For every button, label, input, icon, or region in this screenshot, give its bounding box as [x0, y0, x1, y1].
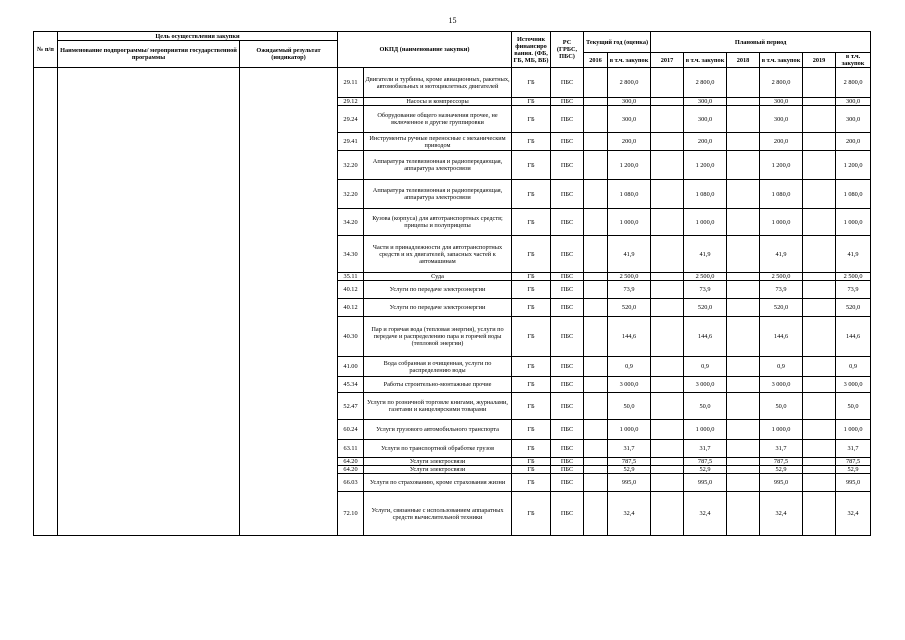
- value-2018-cell: [727, 393, 760, 420]
- table-body: [34, 68, 871, 536]
- value-2016-cell: [584, 492, 608, 536]
- value-2017-cell: [651, 98, 684, 106]
- value-2019-cell: [803, 106, 836, 133]
- funding-source-cell: ГБ: [512, 466, 551, 474]
- purchases-2018-cell: 52,9: [760, 466, 803, 474]
- purchases-2017-cell: 1 080,0: [684, 180, 727, 209]
- okpd-name-cell: Услуги по розничной торговле книгами, журналами, газетами и канцелярскими товарами: [364, 393, 512, 420]
- okpd-name-cell: Услуги по передаче электроэнергии: [364, 299, 512, 317]
- purchases-2019-cell: 300,0: [836, 106, 871, 133]
- rs-cell: ПБС: [551, 474, 584, 492]
- okpd-name-cell: Насосы и компрессоры: [364, 98, 512, 106]
- header-incl-2016: в т.ч. закупок: [608, 53, 651, 68]
- purchases-2017-cell: 144,6: [684, 317, 727, 357]
- table-header: [34, 32, 871, 68]
- value-2019-cell: [803, 209, 836, 236]
- purchases-2017-cell: 300,0: [684, 106, 727, 133]
- purchases-2019-cell: 3 000,0: [836, 377, 871, 393]
- purchases-2016-cell: 300,0: [608, 106, 651, 133]
- value-2018-cell: [727, 458, 760, 466]
- okpd-code-cell: 63.11: [338, 440, 364, 458]
- value-2018-cell: [727, 133, 760, 151]
- purchases-2016-cell: 200,0: [608, 133, 651, 151]
- rs-cell: ПБС: [551, 133, 584, 151]
- value-2016-cell: [584, 420, 608, 440]
- okpd-code-cell: 64.20: [338, 458, 364, 466]
- okpd-code-cell: 32.20: [338, 180, 364, 209]
- funding-source-cell: ГБ: [512, 357, 551, 377]
- purchases-2018-cell: 2 500,0: [760, 273, 803, 281]
- purchases-2018-cell: 73,9: [760, 281, 803, 299]
- rs-cell: ПБС: [551, 420, 584, 440]
- value-2016-cell: [584, 281, 608, 299]
- value-2017-cell: [651, 68, 684, 98]
- value-2017-cell: [651, 151, 684, 180]
- value-2017-cell: [651, 357, 684, 377]
- rs-cell: ПБС: [551, 317, 584, 357]
- header-year-2018: 2018: [727, 53, 760, 68]
- funding-source-cell: ГБ: [512, 474, 551, 492]
- value-2016-cell: [584, 133, 608, 151]
- value-2017-cell: [651, 393, 684, 420]
- value-2016-cell: [584, 393, 608, 420]
- okpd-code-cell: 41.00: [338, 357, 364, 377]
- purchases-2019-cell: 520,0: [836, 299, 871, 317]
- value-2019-cell: [803, 393, 836, 420]
- purchases-2018-cell: 520,0: [760, 299, 803, 317]
- value-2017-cell: [651, 474, 684, 492]
- purchases-2018-cell: 300,0: [760, 106, 803, 133]
- funding-source-cell: ГБ: [512, 420, 551, 440]
- value-2016-cell: [584, 236, 608, 273]
- value-2019-cell: [803, 98, 836, 106]
- purchases-2019-cell: 995,0: [836, 474, 871, 492]
- purchases-2019-cell: 144,6: [836, 317, 871, 357]
- value-2018-cell: [727, 474, 760, 492]
- value-2019-cell: [803, 133, 836, 151]
- value-2019-cell: [803, 317, 836, 357]
- purchases-2018-cell: 1 080,0: [760, 180, 803, 209]
- purchases-2018-cell: 32,4: [760, 492, 803, 536]
- okpd-name-cell: Работы строительно-монтажные прочие: [364, 377, 512, 393]
- purchases-2016-cell: 41,9: [608, 236, 651, 273]
- okpd-name-cell: Услуги электросвязи: [364, 466, 512, 474]
- funding-source-cell: ГБ: [512, 236, 551, 273]
- funding-source-cell: ГБ: [512, 209, 551, 236]
- okpd-code-cell: 45.34: [338, 377, 364, 393]
- value-2016-cell: [584, 273, 608, 281]
- funding-source-cell: ГБ: [512, 106, 551, 133]
- header-rs: РС (ГРБС, ПБС): [551, 32, 584, 68]
- rs-cell: ПБС: [551, 98, 584, 106]
- value-2019-cell: [803, 377, 836, 393]
- okpd-code-cell: 66.03: [338, 474, 364, 492]
- value-2016-cell: [584, 209, 608, 236]
- okpd-name-cell: Инструменты ручные переносные с механическим приводом: [364, 133, 512, 151]
- value-2019-cell: [803, 492, 836, 536]
- value-2017-cell: [651, 180, 684, 209]
- purchases-2018-cell: 41,9: [760, 236, 803, 273]
- purchases-2017-cell: 2 500,0: [684, 273, 727, 281]
- value-2019-cell: [803, 180, 836, 209]
- funding-source-cell: ГБ: [512, 133, 551, 151]
- value-2018-cell: [727, 440, 760, 458]
- purchases-2016-cell: 52,9: [608, 466, 651, 474]
- okpd-name-cell: Суда: [364, 273, 512, 281]
- purchases-2018-cell: 0,9: [760, 357, 803, 377]
- funding-source-cell: ГБ: [512, 492, 551, 536]
- rs-cell: ПБС: [551, 466, 584, 474]
- rs-cell: ПБС: [551, 299, 584, 317]
- value-2016-cell: [584, 474, 608, 492]
- value-2019-cell: [803, 273, 836, 281]
- purchases-2017-cell: 787,5: [684, 458, 727, 466]
- value-2017-cell: [651, 420, 684, 440]
- purchases-2019-cell: 1 200,0: [836, 151, 871, 180]
- funding-source-cell: ГБ: [512, 393, 551, 420]
- purchases-2016-cell: 3 000,0: [608, 377, 651, 393]
- purchases-2019-cell: 73,9: [836, 281, 871, 299]
- value-2019-cell: [803, 466, 836, 474]
- value-2019-cell: [803, 68, 836, 98]
- rs-cell: ПБС: [551, 236, 584, 273]
- purchases-2017-cell: 200,0: [684, 133, 727, 151]
- okpd-name-cell: Услуги электросвязи: [364, 458, 512, 466]
- purchases-2018-cell: 787,5: [760, 458, 803, 466]
- rs-cell: ПБС: [551, 458, 584, 466]
- purchases-2016-cell: 995,0: [608, 474, 651, 492]
- purchases-2018-cell: 200,0: [760, 133, 803, 151]
- purchases-2016-cell: 0,9: [608, 357, 651, 377]
- purchases-2016-cell: 73,9: [608, 281, 651, 299]
- funding-source-cell: ГБ: [512, 98, 551, 106]
- table-row: [34, 68, 871, 98]
- value-2017-cell: [651, 299, 684, 317]
- header-okpd: ОКПД (наименование закупки): [338, 32, 512, 68]
- purchases-2019-cell: 1 000,0: [836, 420, 871, 440]
- okpd-name-cell: Услуги по страхованию, кроме страхования жизни: [364, 474, 512, 492]
- funding-source-cell: ГБ: [512, 458, 551, 466]
- rs-cell: ПБС: [551, 281, 584, 299]
- okpd-code-cell: 34.30: [338, 236, 364, 273]
- header-current-year: Текущий год (оценка): [584, 32, 651, 53]
- header-incl-2018: в т.ч. закупок: [760, 53, 803, 68]
- header-program-name: Наименование подпрограммы/ мероприятия государственной программы: [58, 41, 240, 68]
- okpd-code-cell: 40.30: [338, 317, 364, 357]
- okpd-code-cell: 40.12: [338, 281, 364, 299]
- okpd-name-cell: Вода собранная и очищенная, услуги по распределению воды: [364, 357, 512, 377]
- value-2018-cell: [727, 180, 760, 209]
- value-2016-cell: [584, 357, 608, 377]
- value-2016-cell: [584, 106, 608, 133]
- value-2017-cell: [651, 440, 684, 458]
- header-incl-2017: в т.ч. закупок: [684, 53, 727, 68]
- purchases-2019-cell: 52,9: [836, 466, 871, 474]
- purchases-2016-cell: 31,7: [608, 440, 651, 458]
- rs-cell: ПБС: [551, 357, 584, 377]
- purchases-2019-cell: 1 080,0: [836, 180, 871, 209]
- okpd-name-cell: Кузова (корпуса) для автотранспортных средств; прицепы и полуприцепы: [364, 209, 512, 236]
- value-2017-cell: [651, 133, 684, 151]
- purchases-2016-cell: 2 800,0: [608, 68, 651, 98]
- purchases-2016-cell: 520,0: [608, 299, 651, 317]
- purchases-2017-cell: 1 000,0: [684, 209, 727, 236]
- header-year-2019: 2019: [803, 53, 836, 68]
- purchases-2016-cell: 32,4: [608, 492, 651, 536]
- purchases-2017-cell: 2 800,0: [684, 68, 727, 98]
- purchases-2017-cell: 3 000,0: [684, 377, 727, 393]
- value-2016-cell: [584, 98, 608, 106]
- value-2016-cell: [584, 317, 608, 357]
- okpd-name-cell: Услуги по передаче электроэнергии: [364, 281, 512, 299]
- purchases-2018-cell: 1 000,0: [760, 209, 803, 236]
- value-2017-cell: [651, 466, 684, 474]
- purchases-2018-cell: 3 000,0: [760, 377, 803, 393]
- okpd-name-cell: Части и принадлежности для автотранспортных средств и их двигателей, запасных частей к автомашинам: [364, 236, 512, 273]
- purchases-2017-cell: 1 200,0: [684, 151, 727, 180]
- okpd-code-cell: 29.24: [338, 106, 364, 133]
- purchases-2016-cell: 1 200,0: [608, 151, 651, 180]
- purchases-2018-cell: 995,0: [760, 474, 803, 492]
- blank-program-cell: [58, 68, 240, 536]
- purchases-2016-cell: 787,5: [608, 458, 651, 466]
- purchases-2017-cell: 31,7: [684, 440, 727, 458]
- value-2018-cell: [727, 492, 760, 536]
- purchases-2019-cell: 32,4: [836, 492, 871, 536]
- value-2018-cell: [727, 420, 760, 440]
- value-2018-cell: [727, 317, 760, 357]
- purchases-2019-cell: 41,9: [836, 236, 871, 273]
- okpd-name-cell: Аппаратура телевизионная и радиопередающая, аппаратура электросвязи: [364, 180, 512, 209]
- purchases-2016-cell: 2 500,0: [608, 273, 651, 281]
- value-2016-cell: [584, 458, 608, 466]
- value-2019-cell: [803, 357, 836, 377]
- okpd-code-cell: 32.20: [338, 151, 364, 180]
- value-2018-cell: [727, 299, 760, 317]
- funding-source-cell: ГБ: [512, 180, 551, 209]
- value-2018-cell: [727, 357, 760, 377]
- value-2017-cell: [651, 236, 684, 273]
- funding-source-cell: ГБ: [512, 281, 551, 299]
- value-2017-cell: [651, 458, 684, 466]
- value-2018-cell: [727, 273, 760, 281]
- purchases-2018-cell: 31,7: [760, 440, 803, 458]
- value-2016-cell: [584, 151, 608, 180]
- purchases-2017-cell: 0,9: [684, 357, 727, 377]
- rs-cell: ПБС: [551, 377, 584, 393]
- okpd-name-cell: Услуги грузового автомобильного транспорта: [364, 420, 512, 440]
- page-number: 15: [448, 16, 457, 25]
- value-2017-cell: [651, 281, 684, 299]
- okpd-code-cell: 29.41: [338, 133, 364, 151]
- value-2018-cell: [727, 68, 760, 98]
- header-funding-source: Источник финансиро вания. (ФБ, ГБ, МБ, ВБ): [512, 32, 551, 68]
- okpd-name-cell: Аппаратура телевизионная и радиопередающая, аппаратура электросвязи: [364, 151, 512, 180]
- purchases-2016-cell: 1 080,0: [608, 180, 651, 209]
- purchases-2017-cell: 995,0: [684, 474, 727, 492]
- value-2017-cell: [651, 106, 684, 133]
- rs-cell: ПБС: [551, 180, 584, 209]
- purchases-2018-cell: 1 000,0: [760, 420, 803, 440]
- rs-cell: ПБС: [551, 68, 584, 98]
- purchases-2017-cell: 73,9: [684, 281, 727, 299]
- value-2018-cell: [727, 151, 760, 180]
- purchases-2019-cell: 0,9: [836, 357, 871, 377]
- purchases-2016-cell: 144,6: [608, 317, 651, 357]
- purchases-2019-cell: 31,7: [836, 440, 871, 458]
- funding-source-cell: ГБ: [512, 151, 551, 180]
- okpd-name-cell: Оборудование общего назначения прочее, не включенное в другие группировки: [364, 106, 512, 133]
- value-2019-cell: [803, 236, 836, 273]
- header-expected-result: Ожидаемый результат (индикатор): [240, 41, 338, 68]
- purchases-2019-cell: 300,0: [836, 98, 871, 106]
- okpd-code-cell: 64.20: [338, 466, 364, 474]
- procurement-table: [33, 31, 871, 536]
- purchases-2017-cell: 32,4: [684, 492, 727, 536]
- value-2017-cell: [651, 377, 684, 393]
- header-goal: Цель осуществления закупки: [58, 32, 338, 41]
- value-2016-cell: [584, 299, 608, 317]
- header-year-2016: 2016: [584, 53, 608, 68]
- value-2017-cell: [651, 209, 684, 236]
- funding-source-cell: ГБ: [512, 273, 551, 281]
- purchases-2016-cell: 50,0: [608, 393, 651, 420]
- okpd-name-cell: Услуги по транспортной обработке грузов: [364, 440, 512, 458]
- value-2017-cell: [651, 317, 684, 357]
- value-2019-cell: [803, 299, 836, 317]
- purchases-2017-cell: 1 000,0: [684, 420, 727, 440]
- purchases-2017-cell: 41,9: [684, 236, 727, 273]
- okpd-code-cell: 29.12: [338, 98, 364, 106]
- blank-num-cell: [34, 68, 58, 536]
- value-2016-cell: [584, 466, 608, 474]
- funding-source-cell: ГБ: [512, 377, 551, 393]
- rs-cell: ПБС: [551, 151, 584, 180]
- value-2019-cell: [803, 281, 836, 299]
- value-2018-cell: [727, 106, 760, 133]
- okpd-code-cell: 35.11: [338, 273, 364, 281]
- purchases-2016-cell: 1 000,0: [608, 420, 651, 440]
- purchases-2017-cell: 520,0: [684, 299, 727, 317]
- rs-cell: ПБС: [551, 273, 584, 281]
- value-2019-cell: [803, 458, 836, 466]
- value-2018-cell: [727, 209, 760, 236]
- purchases-2018-cell: 300,0: [760, 98, 803, 106]
- value-2018-cell: [727, 281, 760, 299]
- value-2017-cell: [651, 492, 684, 536]
- value-2016-cell: [584, 68, 608, 98]
- funding-source-cell: ГБ: [512, 299, 551, 317]
- purchases-2018-cell: 50,0: [760, 393, 803, 420]
- funding-source-cell: ГБ: [512, 68, 551, 98]
- purchases-2019-cell: 200,0: [836, 133, 871, 151]
- value-2018-cell: [727, 466, 760, 474]
- value-2017-cell: [651, 273, 684, 281]
- purchases-2019-cell: 787,5: [836, 458, 871, 466]
- okpd-code-cell: 29.11: [338, 68, 364, 98]
- okpd-code-cell: 52.47: [338, 393, 364, 420]
- header-num: № п/п: [34, 32, 58, 68]
- purchases-2016-cell: 300,0: [608, 98, 651, 106]
- blank-result-cell: [240, 68, 338, 536]
- value-2018-cell: [727, 98, 760, 106]
- okpd-name-cell: Двигатели и турбины, кроме авиационных, ракетных, автомобильных и мотоциклетных двигателей: [364, 68, 512, 98]
- value-2019-cell: [803, 474, 836, 492]
- value-2016-cell: [584, 180, 608, 209]
- header-year-2017: 2017: [651, 53, 684, 68]
- purchases-2017-cell: 300,0: [684, 98, 727, 106]
- header-incl-2019: в т.ч. закупок: [836, 53, 871, 68]
- value-2018-cell: [727, 236, 760, 273]
- funding-source-cell: ГБ: [512, 440, 551, 458]
- okpd-code-cell: 72.10: [338, 492, 364, 536]
- value-2019-cell: [803, 440, 836, 458]
- purchases-2017-cell: 50,0: [684, 393, 727, 420]
- rs-cell: ПБС: [551, 209, 584, 236]
- funding-source-cell: ГБ: [512, 317, 551, 357]
- value-2019-cell: [803, 151, 836, 180]
- purchases-2019-cell: 1 000,0: [836, 209, 871, 236]
- value-2018-cell: [727, 377, 760, 393]
- header-planned-period: Плановый период: [651, 32, 871, 53]
- purchases-2016-cell: 1 000,0: [608, 209, 651, 236]
- purchases-2017-cell: 52,9: [684, 466, 727, 474]
- rs-cell: ПБС: [551, 492, 584, 536]
- value-2016-cell: [584, 377, 608, 393]
- value-2016-cell: [584, 440, 608, 458]
- rs-cell: ПБС: [551, 106, 584, 133]
- purchases-2019-cell: 2 800,0: [836, 68, 871, 98]
- okpd-code-cell: 34.20: [338, 209, 364, 236]
- purchases-2018-cell: 144,6: [760, 317, 803, 357]
- rs-cell: ПБС: [551, 440, 584, 458]
- rs-cell: ПБС: [551, 393, 584, 420]
- okpd-name-cell: Услуги, связанные с использованием аппаратных средств вычислительной техники: [364, 492, 512, 536]
- value-2019-cell: [803, 420, 836, 440]
- okpd-code-cell: 40.12: [338, 299, 364, 317]
- purchases-2018-cell: 1 200,0: [760, 151, 803, 180]
- purchases-2018-cell: 2 800,0: [760, 68, 803, 98]
- okpd-code-cell: 60.24: [338, 420, 364, 440]
- purchases-2019-cell: 2 500,0: [836, 273, 871, 281]
- purchases-2019-cell: 50,0: [836, 393, 871, 420]
- okpd-name-cell: Пар и горячая вода (тепловая энергия), услуги по передаче и распределению пара и горячей воды (тепловой энергии): [364, 317, 512, 357]
